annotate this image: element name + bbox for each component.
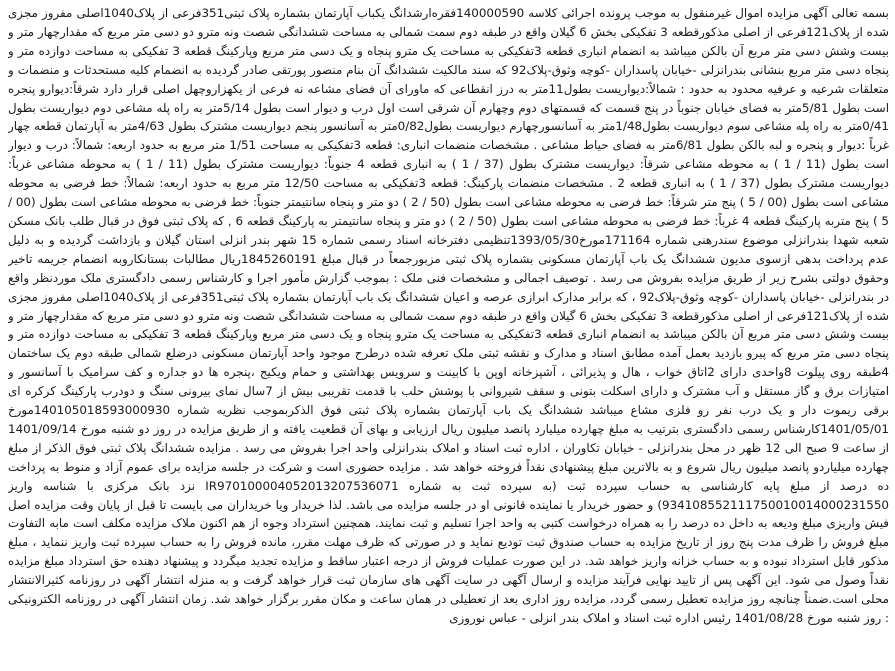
auction-notice-document bbox=[8, 4, 889, 667]
auction-notice-body: بسمه تعالی آگهی مزایده اموال غیرمنقول به موجب پرونده اجرائی کلاسه 140000590فقره‌ارشدانگ یکباب آپارتمان بشماره پلاک ثبتی351فرعی از پلاک1040اصلی مفروز مجزی شده از پلاک121فرعی از اصلی مذکورقطعه 3 تفکیکی بخش 6 گیلان واقع در طبقه دوم سمت شمالی به مساحت ششدانگی شصت ونه مترو دو دسی متر مربع که مقدارچهار متر و بیست وشش دسی متر مربع آن بالکن میباشد به انضمام انباری قطعه 3تفکیکی به مساحت یک مترو پنجاه و یک دسی متر مربع وپارکینگ قطعه 3 تفکیکی به مساحت دوازده متر و پنجاه دسی متر مربع بنشانی بندرانزلی -خیابان پاسداران -کوچه وثوق-پلاک92 که سند مالکیت ششدانگ آن بنام منصور پورتقی صادر گردیده به انضمام کلیه مستحدثات و منضمات و متعلقات شرعیه و عرفیه محدود به حدود : شمالاً:دیواریست بطول11متر به درز انقطاعی که ماورای آن فضای مشاعه نه فرعی از یکهزاروچهل اصلی قرار دارد شرقاً:دیوارو پنجره است بطول 5/81متر به فضای خیابان جنوباً در پنج قسمت که قسمتهای دوم وچهارم آن شرقی است اول درب و دیوار است بطول 5/14متر به راه پله مشاعی دوم دیواریست بطول 0/41متر به راه پله مشاعی سوم دیواریست بطول1/48متر به آسانسورچهارم دیواریست بطول0/82متر به آسانسور پنجم دیواریست مشترک بطول 4/63متر به آپارتمان قطعه چهار غرباً :دیوار و پنجره و لبه بالکن بطول 6/81متر به فضای حیاط مشاعی . مشخصات منضمات انباری: قطعه 3تفکیکی به مساحت 1/51 متر مربع به حدود اربعه: شمالاً: درب و دیوار است بطول (11 / 1 ) به محوطه مشاعی شرقاً: دیواریست مشترک بطول (37 / 1 ) به انباری قطعه 4 جنوباً: دیواریست مشترک بطول (11 / 1 ) به محوطه مشاعی غرباً: دیواریست مشترک بطول (37 / 1 ) به انباری قطعه 2 . مشخصات منضمات پارکینگ: قطعه 3تفکیکی به مساحت 12/50 متر مربع به حدود اربعه: شمالاً: خط فرضی به محوطه مشاعی است بطول (00 / 5 ) پنج متر شرقاً: خط فرضی به محوطه مشاعی است بطول (50 / 2 ) دو متر و پنجاه سانتیمتر جنوباً: خط فرضی به محوطه مشاعی است بطول (00 / 5 ) پنج متربه پارکینگ قطعه 4 غرباً: خط فرضی به محوطه مشاعی است بطول (50 / 2 ) دو متر و پنجاه سانتیمتر به پارکینگ قطعه 6 , که پلاک ثبتی فوق در قبال طلب بانک مسکن شعبه شهدا بندرانزلی موضوع سندرهنی شماره 171164مورخ1393/05/30تنظیمی دفترخانه اسناد رسمی شماره 15 شهر بندر انزلی استان گیلان و بازداشت گردیده و به دلیل عدم پرداخت بدهی ازسوی مدیون ششدانگ یک باب آپارتمان مسکونی بشماره پلاک ثبتی مزبورجمعاً در قبال مبلغ 1845260191ریال مطالبات بستانکاروبه انضمام جریمه تاخیر وحقوق دولتی بشرح زیر از طریق مزایده بفروش می رسد . توصیف اجمالی و مشخصات فنی ملک : بموجب گزارش مأمور اجرا و کارشناس رسمی دادگستری ملک موردنظر واقع در بندرانزلی -خیابان پاسداران -کوچه وثوق-پلاک92 ، که برابر مدارک ابرازی عرصه و اعیان ششدانگ یک باب آپارتمان بشماره پلاک ثبتی351فرعی از پلاک1040اصلی مفروز مجزی شده از پلاک121فرعی از اصلی مذکورقطعه 3 تفکیکی بخش 6 گیلان واقع در طبقه دوم سمت شمالی به مساحت ششدانگی شصت ونه مترو دو دسی متر مربع که مقدارچهار متر و بیست وشش دسی متر مربع آن بالکن میباشد به انضمام انباری قطعه 3تفکیکی به مساحت یک مترو پنجاه و یک دسی متر مربع وپارکینگ قطعه 3 تفکیکی به مساحت دوازده متر و پنجاه دسی متر مربع که پیرو بازدید بعمل آمده مطابق اسناد و مدارک و نقشه ثبتی ملک تعرفه شده درطرح موجود واحد آپارتمان مسکونی درضلع شمالی طبقه دوم یک ساختمان 4طبقه روی پیلوت 8واحدی دارای 2اتاق خواب ، هال و پذیرائی ، آشپزخانه اوپن با کابینت و سرویس بهداشتی و حمام ویکیج ،پنجره ها دو جداره و کف سرامیک با آسانسور و امتیازات برق و گاز مستقل و آب مشترک و دارای اسکلت بتونی و سقف شیروانی با پوشش حلب با قدمت تقریبی بیش از 7سال نمای بیرونی سنگ و دودرب پارکینگ کرکره ای برقی ریموت دار و یک درب نفر رو فلزی مشاع میباشد ششدانگ یک باب آپارتمان بشماره پلاک ثبتی فوق الذکربموجب نظریه شماره 140105018593000930مورخ 1401/05/01کارشناس رسمی دادگستری بترتیب به مبلغ چهارده میلیارد پانصد میلیون ریال ارزیابی و بهای آن قطعیت یافته و از طریق مزایده در روز دو شنبه مورخ 1401/09/14 از ساعت 9 صبح الی 12 ظهر در محل بندرانزلی - خیابان تکاوران ، اداره ثبت اسناد و املاک بندرانزلی واحد اجرا بفروش می رسد . مزایده ششدانگ پلاک ثبتی فوق الذکر از مبلغ چهارده میلیاردو پانصد میلیون ریال شروع و به بالاترین مبلغ پیشنهادی نقداً فروخته خواهد شد . مزایده حضوری است و شرکت در جلسه مزایده برای عموم آزاد و منوط به پرداخت ده درصد از مبلغ پایه کارشناسی به حساب سپرده ثبت (به سپرده ثبت به شماره IR970100004052013207536071 نزد بانک مرکزی با شناسه واریز 934108552111750010014000231550) و حضور خریدار یا نماینده قانونی او در جلسه مزایده می باشد. لذا خریدار ویا خریداران می بایست تا قبل از پایان وقت مزایده اصل فیش واریزی مبلغ ودیعه به داخل ده درصد را به همراه درخواست کتبی به واحد اجرا تسلیم و ثبت نمایند. همچنین استرداد وجوه از هم اکنون ملاک مزایده مکلف است مابه التفاوت مبلغ فروش را ظرف مدت پنج روز از تاریخ مزایده به حساب صندوق ثبت تودیع نماید و در صورتی که ظرف مهلت مقرر، مانده فروش را به حساب سپرده ثبت واریز ننماید ، مبلغ مذکور قابل استرداد نبوده و به حساب خزانه واریز خواهد شد. در این صورت عملیات فروش از درجه اعتبار ساقط و مزایده تجدید میگردد و پیشنهاد دهنده حق استرداد مبلغ مزایده نقداً وصول می شود. این آگهی پس از تایید نهایی فرآیند مزایده و ارسال آگهی در سایت آگهی های سازمان ثبت قرار خواهد گرفت و به منزله انتشار آگهی در روزنامه کثیرالانتشار محلی است.ضمناً چنانچه روز مزایده تعطیل رسمی گردد، مزایده روز اداری بعد از تعطیلی در همان ساعت و مکان مقرر برگزار خواهد شد. زمان انتشار آگهی در روزنامه الکترونیکی : روز شنبه مورخ 1401/08/28 رئیس اداره ثبت اسناد و املاک بندر انزلی - عباس نوروزی bbox=[8, 6, 889, 625]
